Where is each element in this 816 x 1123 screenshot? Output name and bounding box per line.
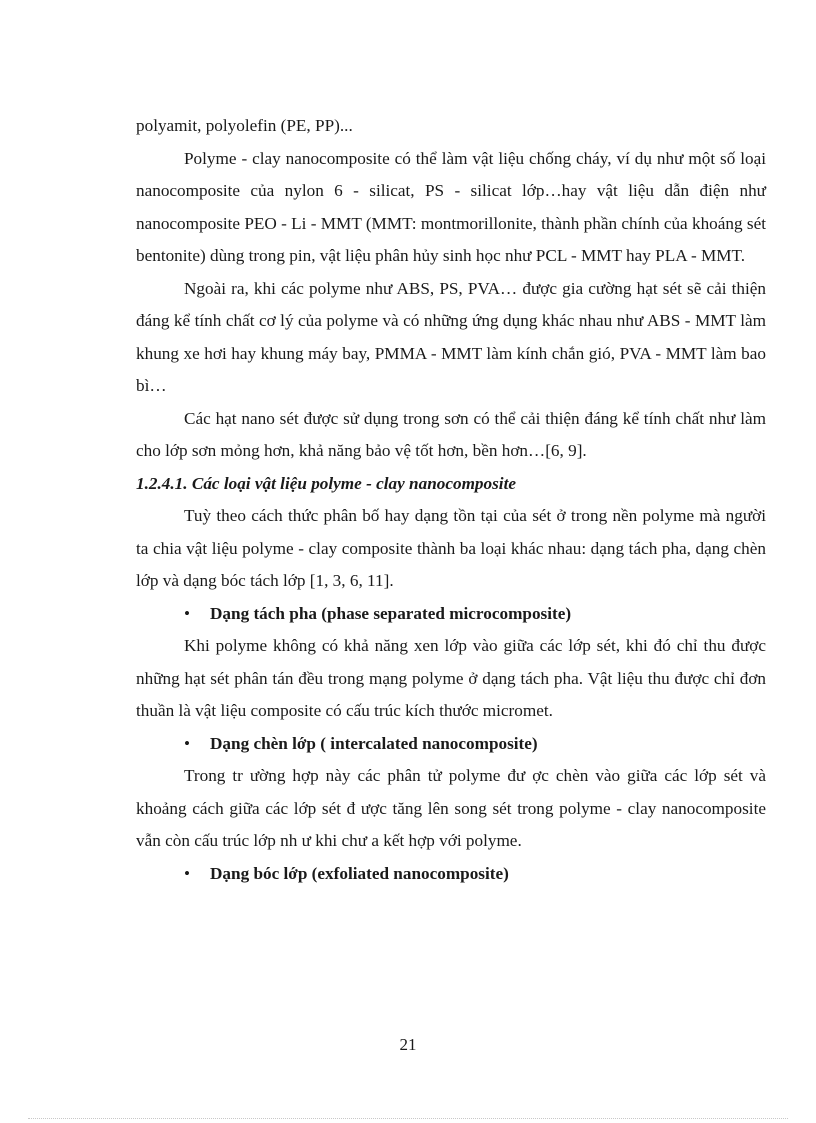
bullet-item-exfoliated — [136, 858, 766, 891]
bullet-body: Trong tr ường hợp này các phân tử polyme đư ợc chèn vào giữa các lớp sét và khoảng cách giữa các lớp sét đ ược tăng lên song sét trong polyme - clay nanocomposite vẫn còn cấu trúc lớp nh ư khi chư a kết hợp với polyme. — [136, 766, 766, 850]
bullet-icon: • — [184, 603, 191, 623]
paragraph-paint: Các hạt nano sét được sử dụng trong sơn có thể cải thiện đáng kể tính chất như làm cho lớp sơn mỏng hơn, khả năng bảo vệ tốt hơn, bền hơn…[6, 9]. — [136, 408, 766, 460]
paragraph-applications: Polyme - clay nanocomposite có thể làm vật liệu chống cháy, ví dụ như một số loại nanocomposite của nylon 6 - silicat, PS - silicat lớp…hay vật liệu dẫn điện như nanocomposite PEO - Li - MMT (MMT: montmorillonite, thành phần chính của khoáng sét bentonite) dùng trong pin, vật liệu phân hủy sinh học như PCL - MMT hay PLA - MMT. — [136, 148, 766, 265]
bullet-icon: • — [184, 733, 191, 753]
page-content — [136, 110, 766, 890]
bullet-item-intercalated — [136, 728, 766, 761]
page-number: 21 — [399, 1035, 417, 1054]
bullet-title: Dạng chèn lớp ( intercalated nanocomposite) — [210, 733, 538, 753]
page-bottom-divider — [28, 1118, 788, 1119]
bullet-title: Dạng tách pha (phase separated microcomposite) — [210, 603, 572, 623]
bullet-item-phase-separated — [136, 598, 766, 631]
section-heading: 1.2.4.1. Các loại vật liệu polyme - clay nanocomposite — [136, 473, 516, 493]
paragraph-reinforcement: Ngoài ra, khi các polyme như ABS, PS, PVA… được gia cường hạt sét sẽ cải thiện đáng kể tính chất cơ lý của polyme và có những ứng dụng khác nhau như ABS - MMT làm khung xe hơi hay khung máy bay, PMMA - MMT làm kính chắn gió, PVA - MMT làm bao bì… — [136, 278, 766, 395]
bullet-title: Dạng bóc lớp (exfoliated nanocomposite) — [210, 863, 509, 883]
bullet-body: Khi polyme không có khả năng xen lớp vào giữa các lớp sét, khi đó chỉ thu được những hạt sét phân tán đều trong mạng polyme ở dạng tách pha. Vật liệu thu được chỉ đơn thuần là vật liệu composite có cấu trúc kích thước micromet. — [136, 636, 766, 720]
bullet-icon: • — [184, 863, 191, 883]
section-intro: Tuỳ theo cách thức phân bố hay dạng tồn tại của sét ở trong nền polyme mà người ta chia vật liệu polyme - clay composite thành ba loại khác nhau: dạng tách pha, dạng chèn lớp và dạng bóc tách lớp [1, 3, 6, 11]. — [136, 506, 766, 590]
paragraph-continuation: polyamit, polyolefin (PE, PP)... — [136, 116, 353, 135]
